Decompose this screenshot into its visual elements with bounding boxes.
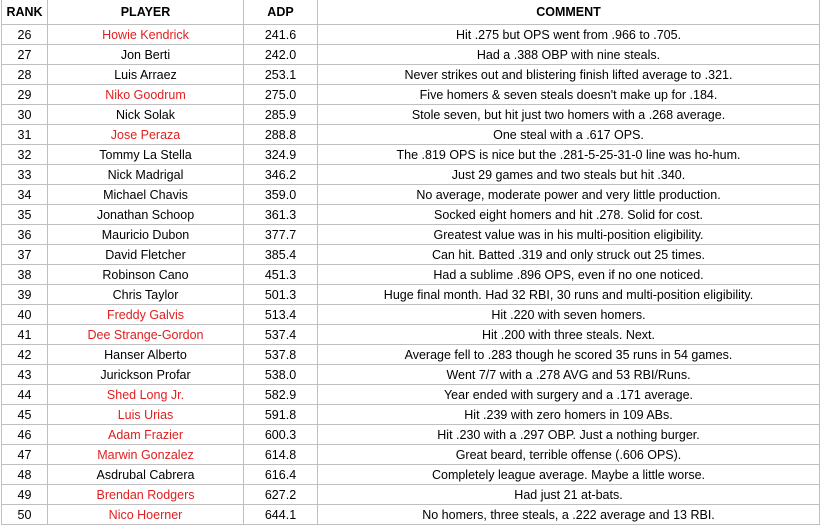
rank-cell: 32 xyxy=(2,145,48,165)
table-row xyxy=(2,85,820,105)
header-rank: RANK xyxy=(2,0,48,25)
comment-cell: Hit .230 with a .297 OBP. Just a nothing burger. xyxy=(318,425,820,445)
table-row xyxy=(2,285,820,305)
table-row xyxy=(2,305,820,325)
player-cell: Nick Madrigal xyxy=(48,165,244,185)
player-cell: Jonathan Schoop xyxy=(48,205,244,225)
rank-cell: 35 xyxy=(2,205,48,225)
table-row xyxy=(2,45,820,65)
table-row xyxy=(2,345,820,365)
table-row xyxy=(2,265,820,285)
rank-cell: 40 xyxy=(2,305,48,325)
comment-cell: No average, moderate power and very little production. xyxy=(318,185,820,205)
rank-cell: 39 xyxy=(2,285,48,305)
header-comment: COMMENT xyxy=(318,0,820,25)
table-row xyxy=(2,205,820,225)
table-row xyxy=(2,185,820,205)
adp-cell: 359.0 xyxy=(244,185,318,205)
comment-cell: Average fell to .283 though he scored 35 runs in 54 games. xyxy=(318,345,820,365)
adp-cell: 627.2 xyxy=(244,485,318,505)
header-player: PLAYER xyxy=(48,0,244,25)
player-cell: Adam Frazier xyxy=(48,425,244,445)
rank-cell: 41 xyxy=(2,325,48,345)
player-cell: Tommy La Stella xyxy=(48,145,244,165)
rank-cell: 38 xyxy=(2,265,48,285)
table-row xyxy=(2,445,820,465)
adp-cell: 537.4 xyxy=(244,325,318,345)
player-cell: Shed Long Jr. xyxy=(48,385,244,405)
comment-cell: Never strikes out and blistering finish lifted average to .321. xyxy=(318,65,820,85)
table-row xyxy=(2,485,820,505)
player-cell: Nico Hoerner xyxy=(48,505,244,525)
player-cell: Jurickson Profar xyxy=(48,365,244,385)
table-row xyxy=(2,465,820,485)
rank-cell: 30 xyxy=(2,105,48,125)
comment-cell: Greatest value was in his multi-position eligibility. xyxy=(318,225,820,245)
adp-cell: 275.0 xyxy=(244,85,318,105)
comment-cell: Huge final month. Had 32 RBI, 30 runs and multi-position eligibility. xyxy=(318,285,820,305)
adp-cell: 242.0 xyxy=(244,45,318,65)
adp-cell: 346.2 xyxy=(244,165,318,185)
player-cell: Michael Chavis xyxy=(48,185,244,205)
player-cell: Brendan Rodgers xyxy=(48,485,244,505)
adp-cell: 591.8 xyxy=(244,405,318,425)
rank-cell: 44 xyxy=(2,385,48,405)
comment-cell: Hit .239 with zero homers in 109 ABs. xyxy=(318,405,820,425)
comment-cell: Socked eight homers and hit .278. Solid for cost. xyxy=(318,205,820,225)
rank-cell: 27 xyxy=(2,45,48,65)
player-cell: Niko Goodrum xyxy=(48,85,244,105)
rank-cell: 45 xyxy=(2,405,48,425)
header-adp: ADP xyxy=(244,0,318,25)
adp-cell: 538.0 xyxy=(244,365,318,385)
comment-cell: Hit .220 with seven homers. xyxy=(318,305,820,325)
table-row xyxy=(2,425,820,445)
adp-cell: 377.7 xyxy=(244,225,318,245)
comment-cell: Had a .388 OBP with nine steals. xyxy=(318,45,820,65)
adp-cell: 513.4 xyxy=(244,305,318,325)
table-row xyxy=(2,165,820,185)
adp-cell: 361.3 xyxy=(244,205,318,225)
comment-cell: Had a sublime .896 OPS, even if no one noticed. xyxy=(318,265,820,285)
rank-cell: 49 xyxy=(2,485,48,505)
player-cell: Nick Solak xyxy=(48,105,244,125)
comment-cell: Can hit. Batted .319 and only struck out 25 times. xyxy=(318,245,820,265)
table-row xyxy=(2,245,820,265)
player-cell: Howie Kendrick xyxy=(48,25,244,45)
rank-cell: 36 xyxy=(2,225,48,245)
player-cell: Jose Peraza xyxy=(48,125,244,145)
adp-cell: 385.4 xyxy=(244,245,318,265)
adp-cell: 614.8 xyxy=(244,445,318,465)
player-cell: Chris Taylor xyxy=(48,285,244,305)
player-cell: Robinson Cano xyxy=(48,265,244,285)
comment-cell: Great beard, terrible offense (.606 OPS). xyxy=(318,445,820,465)
table-row xyxy=(2,25,820,45)
comment-cell: The .819 OPS is nice but the .281-5-25-31-0 line was ho-hum. xyxy=(318,145,820,165)
header-row xyxy=(2,0,820,25)
table-row xyxy=(2,145,820,165)
adp-cell: 501.3 xyxy=(244,285,318,305)
rank-cell: 48 xyxy=(2,465,48,485)
rank-cell: 37 xyxy=(2,245,48,265)
adp-cell: 582.9 xyxy=(244,385,318,405)
table-row xyxy=(2,405,820,425)
table-row xyxy=(2,65,820,85)
adp-cell: 600.3 xyxy=(244,425,318,445)
player-cell: Luis Urias xyxy=(48,405,244,425)
adp-cell: 537.8 xyxy=(244,345,318,365)
player-cell: David Fletcher xyxy=(48,245,244,265)
adp-cell: 253.1 xyxy=(244,65,318,85)
rank-cell: 29 xyxy=(2,85,48,105)
comment-cell: Stole seven, but hit just two homers with a .268 average. xyxy=(318,105,820,125)
adp-cell: 644.1 xyxy=(244,505,318,525)
player-cell: Dee Strange-Gordon xyxy=(48,325,244,345)
adp-cell: 616.4 xyxy=(244,465,318,485)
player-cell: Freddy Galvis xyxy=(48,305,244,325)
rank-cell: 50 xyxy=(2,505,48,525)
table-body xyxy=(2,25,820,525)
table-row xyxy=(2,105,820,125)
rank-cell: 46 xyxy=(2,425,48,445)
comment-cell: Had just 21 at-bats. xyxy=(318,485,820,505)
comment-cell: Hit .200 with three steals. Next. xyxy=(318,325,820,345)
rank-cell: 34 xyxy=(2,185,48,205)
adp-cell: 324.9 xyxy=(244,145,318,165)
table-row xyxy=(2,325,820,345)
table-row xyxy=(2,505,820,525)
rank-cell: 47 xyxy=(2,445,48,465)
rank-cell: 33 xyxy=(2,165,48,185)
comment-cell: No homers, three steals, a .222 average and 13 RBI. xyxy=(318,505,820,525)
adp-cell: 241.6 xyxy=(244,25,318,45)
comment-cell: Went 7/7 with a .278 AVG and 53 RBI/Runs. xyxy=(318,365,820,385)
rank-cell: 31 xyxy=(2,125,48,145)
comment-cell: Five homers & seven steals doesn't make up for .184. xyxy=(318,85,820,105)
comment-cell: Completely league average. Maybe a little worse. xyxy=(318,465,820,485)
rank-cell: 28 xyxy=(2,65,48,85)
comment-cell: Year ended with surgery and a .171 average. xyxy=(318,385,820,405)
table-row xyxy=(2,225,820,245)
adp-cell: 288.8 xyxy=(244,125,318,145)
comment-cell: One steal with a .617 OPS. xyxy=(318,125,820,145)
player-cell: Mauricio Dubon xyxy=(48,225,244,245)
player-cell: Luis Arraez xyxy=(48,65,244,85)
player-cell: Hanser Alberto xyxy=(48,345,244,365)
rank-cell: 43 xyxy=(2,365,48,385)
comment-cell: Hit .275 but OPS went from .966 to .705. xyxy=(318,25,820,45)
table-header xyxy=(2,0,820,25)
table-row xyxy=(2,385,820,405)
player-cell: Asdrubal Cabrera xyxy=(48,465,244,485)
comment-cell: Just 29 games and two steals but hit .340. xyxy=(318,165,820,185)
adp-cell: 451.3 xyxy=(244,265,318,285)
rank-cell: 42 xyxy=(2,345,48,365)
player-cell: Marwin Gonzalez xyxy=(48,445,244,465)
table-row xyxy=(2,125,820,145)
rankings-table xyxy=(1,0,820,525)
player-cell: Jon Berti xyxy=(48,45,244,65)
table-row xyxy=(2,365,820,385)
adp-cell: 285.9 xyxy=(244,105,318,125)
rank-cell: 26 xyxy=(2,25,48,45)
